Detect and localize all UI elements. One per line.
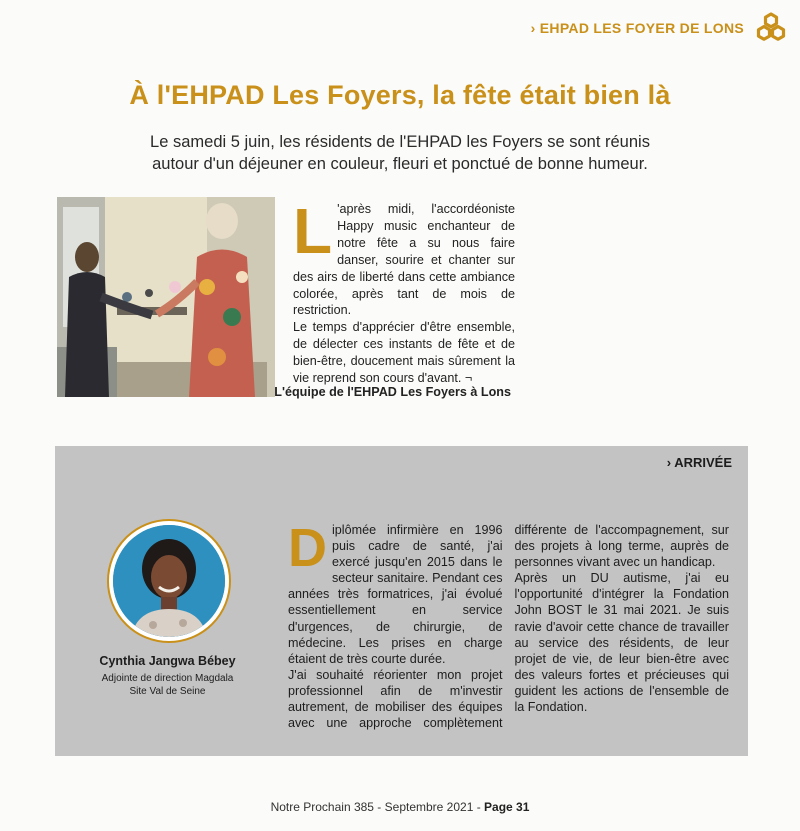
- arrival-paragraph: J'ai souhaité réorienter mon projet professionnel afin de m'investir autrement, de mobiliser des équipes avec une approche complètement différente de l'accompagnement, sur des projets à long terme, auprès de personnes vivant avec un handicap.: [288, 523, 729, 731]
- article-paragraph: Le temps d'apprécier d'être ensemble, de délecter ces instants de fête et de bien-être, doucement mais sûrement la vie reprend son cours d'avant. ¬: [293, 320, 515, 386]
- person-role: [55, 672, 280, 698]
- page-footer: [0, 800, 800, 814]
- article-body: [293, 195, 515, 387]
- footer-text: Notre Prochain 385 - Septembre 2021 -: [270, 800, 485, 814]
- hexagon-cluster-logo-icon: [754, 11, 788, 45]
- portrait-illustration: [113, 525, 225, 637]
- page-header: [531, 10, 788, 46]
- arrival-section-label: › ARRIVÉE: [666, 455, 732, 470]
- person-name: Cynthia Jangwa Bébey: [99, 654, 236, 668]
- arrival-paragraph: Après un DU autisme, j'ai eu l'opportunité d'intégrer la Fondation John BOST le 31 mai 2021. Je suis ravie d'avoir cette chance de travailler au service des résidents, de leur projet de vie, de leur bien-être avec des valeurs fortes et précieuses qui guident les actions de l'ensemble de la Fondation.: [514, 571, 729, 715]
- drop-cap: D: [288, 518, 327, 578]
- arrival-paragraph: iplômée infirmière en 1996 puis cadre de santé, j'ai exercé jusqu'en 2015 dans le secteur sanitaire. Pendant ces années très formatrices, j'ai évolué essentiellement en service d'urgences, de chirurgie, de médecine. Les prises en charge étaient de très courte durée.: [288, 523, 503, 666]
- article-intro: Le samedi 5 juin, les résidents de l'EHPAD les Foyers se sont réunis autour d'un déjeuner en couleur, fleuri et ponctué de bonne humeur.: [150, 133, 650, 173]
- article-paragraph: 'après midi, l'accordéoniste Happy music enchanteur de notre fête a su nous faire danser, sourire et chanter sur des airs de liberté dans cette ambiance colorée, après tant de mois de restriction.: [293, 202, 515, 318]
- arrival-section: [55, 446, 748, 756]
- party-photo: [57, 197, 275, 397]
- person-role-line: Adjointe de direction Magdala: [101, 673, 234, 684]
- article-title: À l'EHPAD Les Foyers, la fête était bien là: [129, 80, 671, 110]
- section-label: › EHPAD LES FOYER DE LONS: [530, 20, 744, 36]
- avatar: [113, 525, 225, 637]
- person-role-line: Site Val de Seine: [129, 686, 206, 697]
- page-number: Page 31: [484, 800, 530, 814]
- article-signature: L'équipe de l'EHPAD Les Foyers à Lons: [274, 385, 511, 399]
- arrival-text: [288, 518, 729, 731]
- drop-cap: L: [293, 195, 333, 267]
- photo-illustration: [57, 197, 275, 397]
